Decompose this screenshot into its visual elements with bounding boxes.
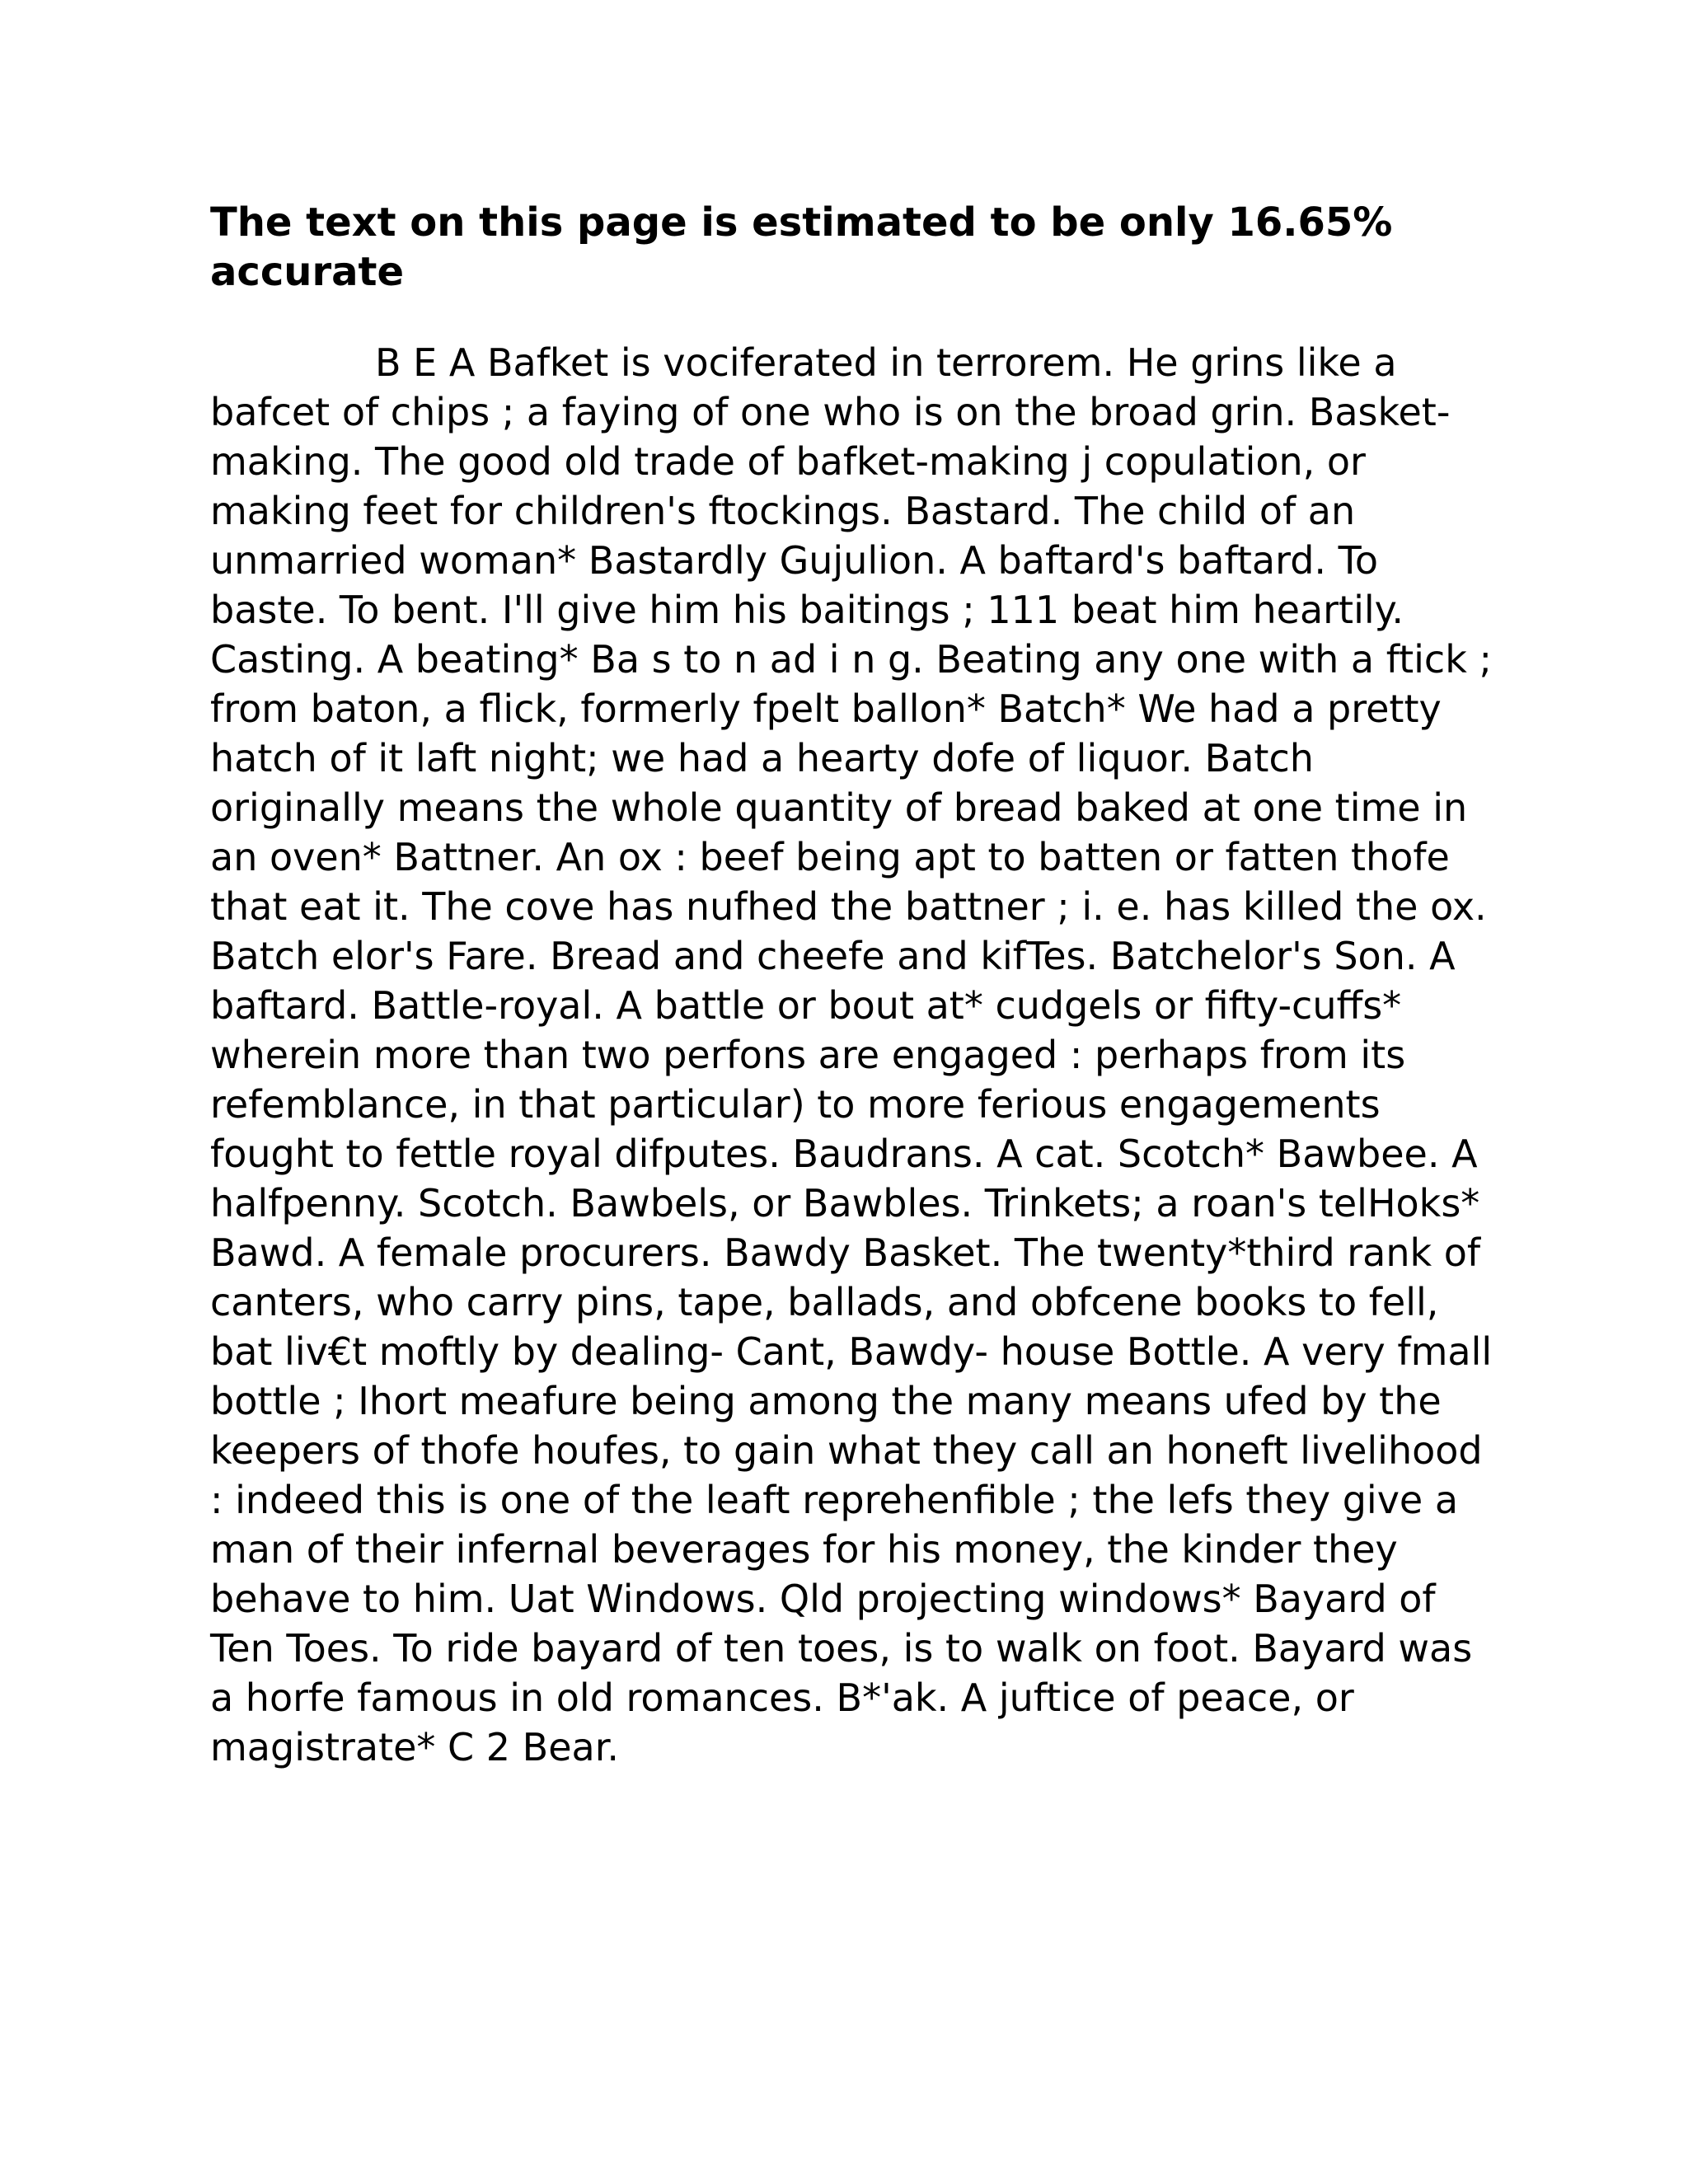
- accuracy-heading: The text on this page is estimated to be only 16.65% accurate: [210, 199, 1393, 295]
- ocr-body-text: B E A Bafket is vociferated in terrorem. He grins like a bafcet of chips ; a faying of one who is on the broad grin. Basket- making. The good old trade of bafket-making j copulation, or making feet for children's ftockings. Bastard. The child of an unmarried woman* Bastardly Gujulion. A baftard's baftard. To baste. To bent. I'll give him his baitings ; 111 beat him heartily. Casting. A beating* Ba s to n ad i n g. Beating any one with a ftick ; from baton, a flick, formerly fpelt ballon* Batch* We had a pretty hatch of it laft night; we had a hearty dofe of liquor. Batch originally means the whole quantity of bread baked at one time in an oven* Battner. An ox : beef being apt to batten or fatten thofe that eat it. The cove has nufhed the battner ; i. e. has killed the ox. Batch elor's Fare. Bread and cheefe and kifTes. Batchelor's Son. A baftard. Battle-royal. A battle or bout at* cudgels or fifty-cuffs* wherein more than two perfons are engaged : perhaps from its refemblance, in that particular) to more ferious engagements fought to fettle royal difputes. Baudrans. A cat. Scotch* Bawbee. A halfpenny. Scotch. Bawbels, or Bawbles. Trinkets; a roan's telHoks* Bawd. A female procurers. Bawdy Basket. The twenty*third rank of canters, who carry pins, tape, ballads, and obfcene books to fell, bat liv€t moftly by dealing- Cant, Bawdy- house Bottle. A very fmall bottle ; Ihort meafure being among the many means ufed by the keepers of thofe houfes, to gain what they call an honeft livelihood : indeed this is one of the leaft reprehenfible ; the lefs they give a man of their infernal beverages for his money, the kinder they behave to him. Uat Windows. Qld projecting windows* Bayard of Ten Toes. To ride bayard of ten toes, is to walk on foot. Bayard was a horfe famous in old romances. B*'ak. A juftice of peace, or magistrate* C 2 Bear.: [210, 340, 1493, 1769]
